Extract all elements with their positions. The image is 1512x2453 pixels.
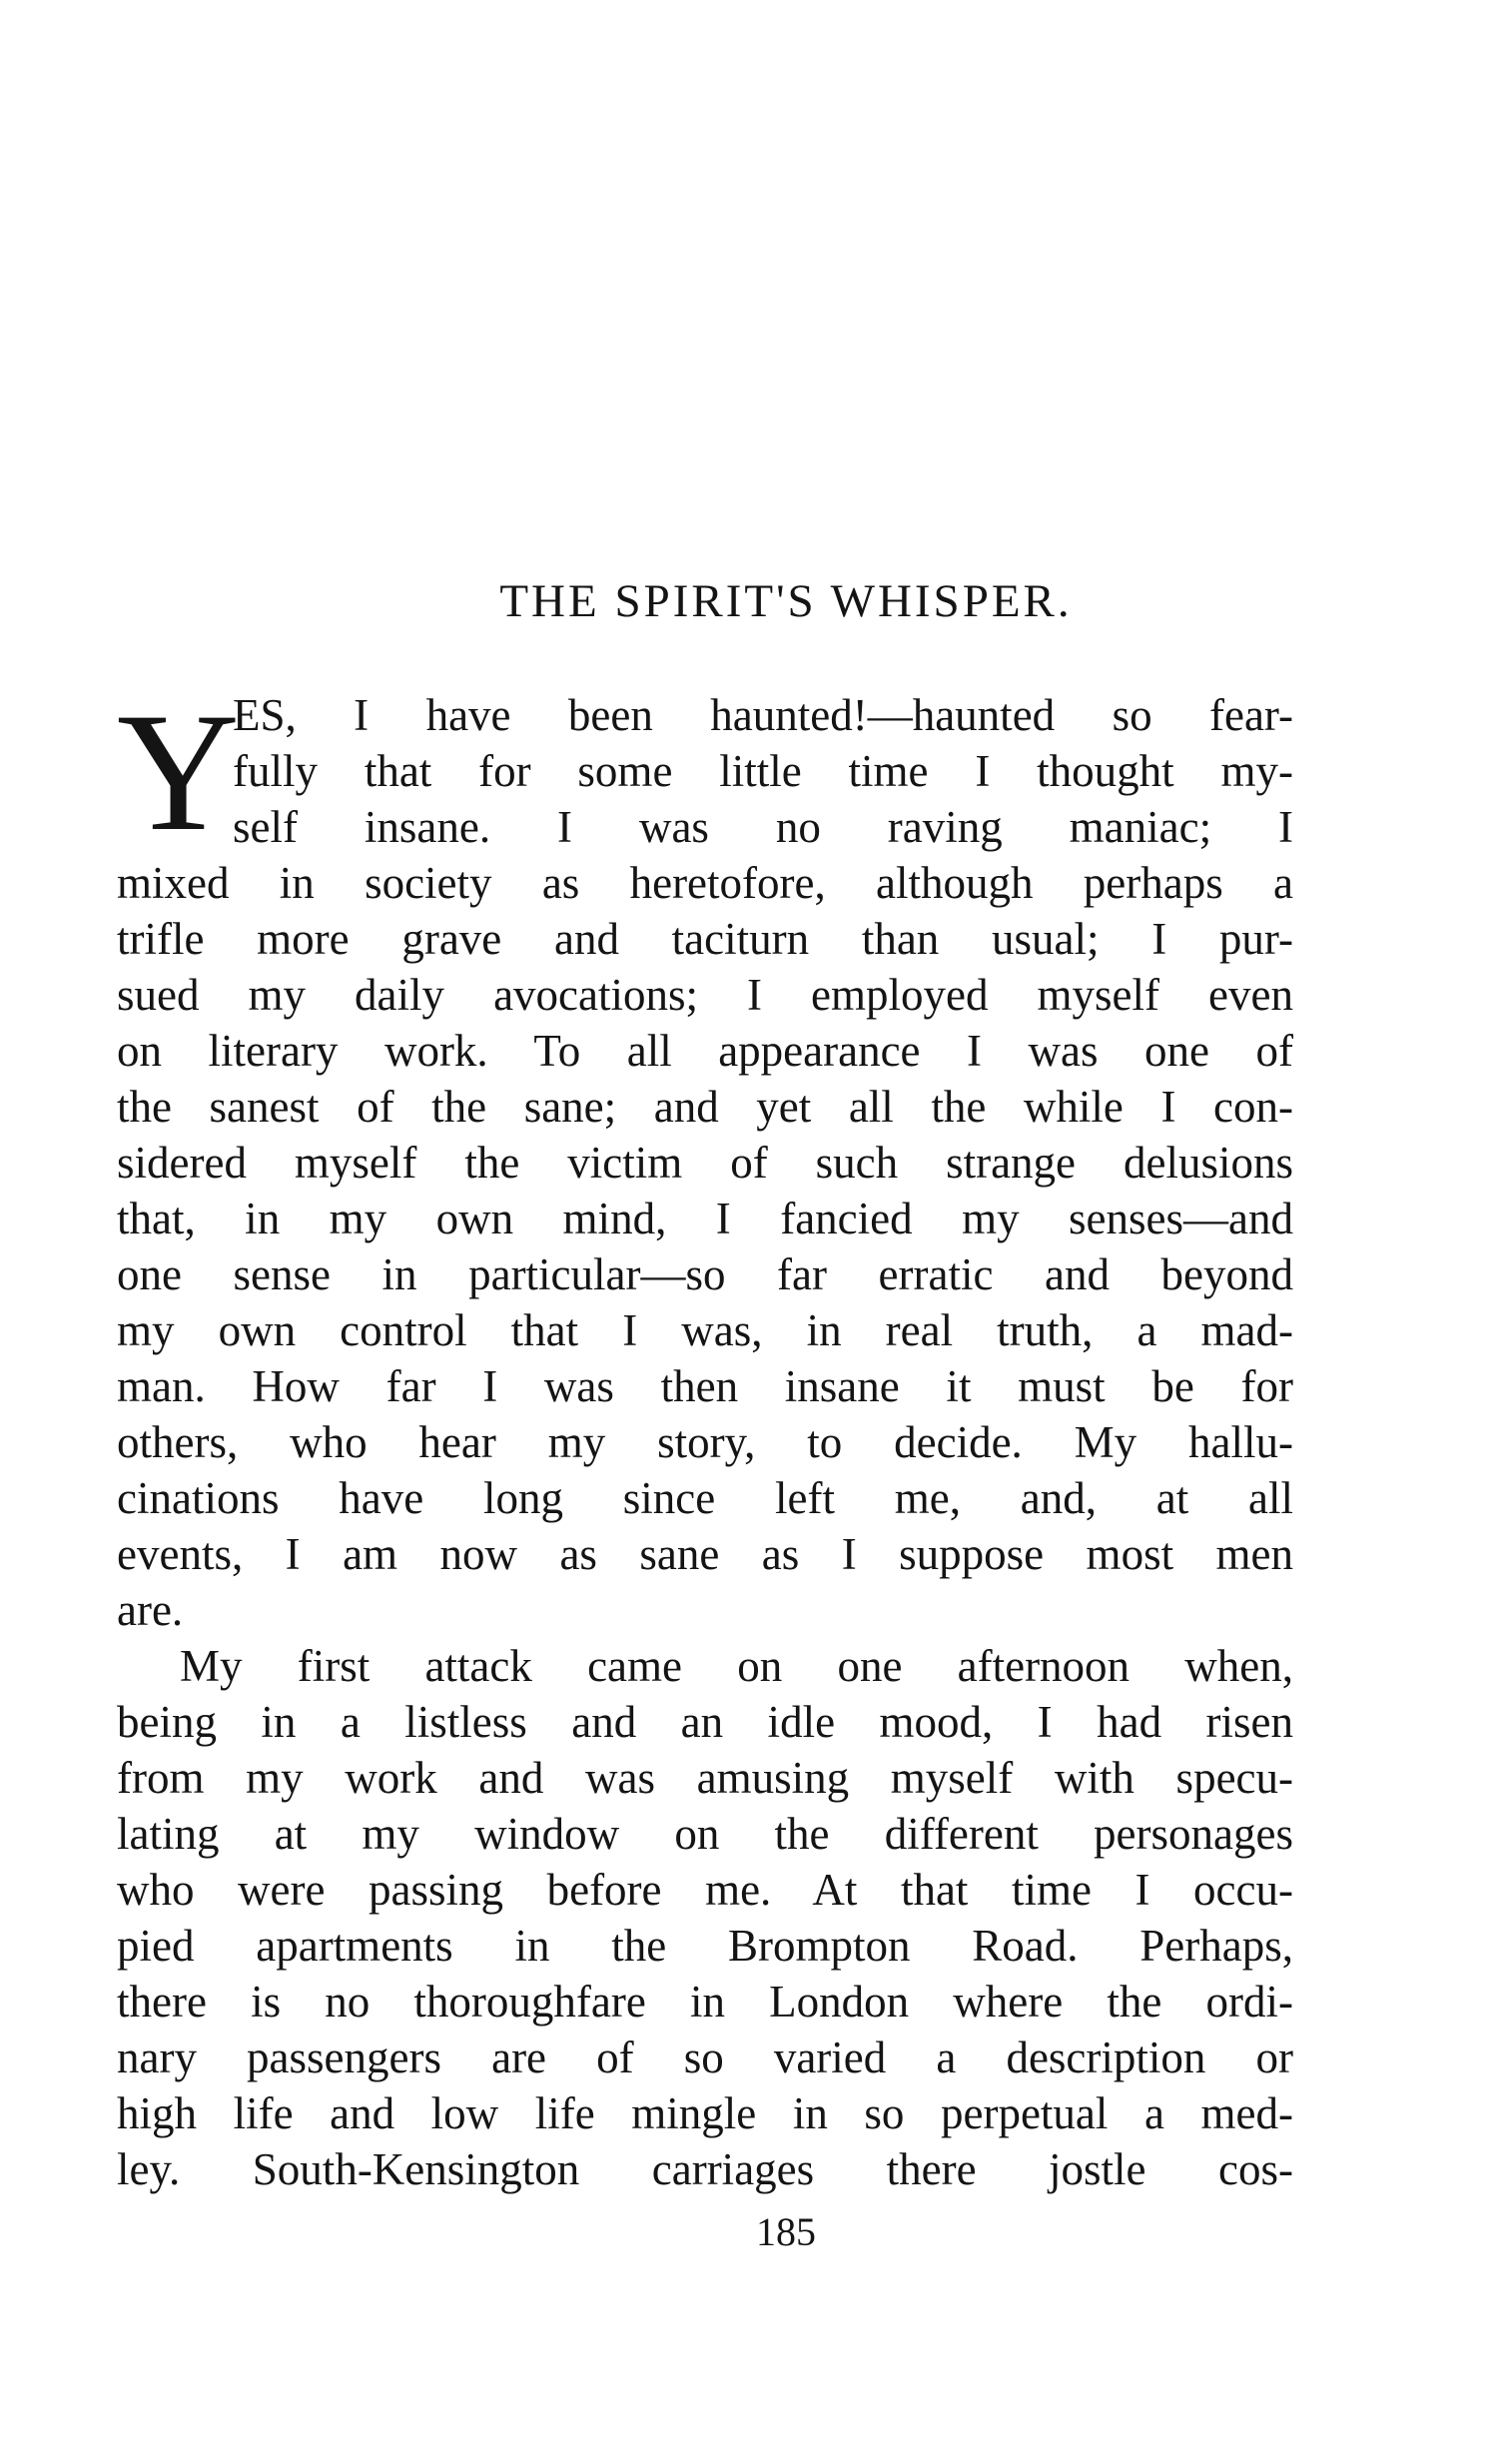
text-line: who were passing before me. At that time I occu-: [117, 1865, 1293, 1915]
text-line: pied apartments in the Brompton Road. Perhaps,: [117, 1921, 1293, 1971]
text-line: cinations have long since left me, and, at all: [117, 1473, 1293, 1523]
text-line: ES, I have been haunted!—haunted so fear-: [233, 690, 1293, 740]
chapter-title: THE SPIRIT'S WHISPER.: [499, 575, 1073, 627]
text-line: my own control that I was, in real truth, a mad-: [117, 1305, 1293, 1355]
text-line: sued my daily avocations; I employed myself even: [117, 970, 1293, 1020]
text-line: on literary work. To all appearance I was one of: [117, 1026, 1293, 1076]
text-line: being in a listless and an idle mood, I had risen: [117, 1697, 1293, 1747]
drop-cap: Y: [117, 678, 240, 866]
text-line: sidered myself the victim of such strange delusions: [117, 1138, 1293, 1188]
text-line: self insane. I was no raving maniac; I: [233, 802, 1293, 852]
text-line: nary passengers are of so varied a description or: [117, 2033, 1293, 2082]
text-line: that, in my own mind, I fancied my senses—and: [117, 1194, 1293, 1243]
text-line: mixed in society as heretofore, although perhaps a: [117, 858, 1293, 908]
text-line: from my work and was amusing myself with specu-: [117, 1753, 1293, 1803]
text-line: others, who hear my story, to decide. My hallu-: [117, 1417, 1293, 1467]
text-line: high life and low life mingle in so perpetual a med-: [117, 2088, 1293, 2138]
text-line: man. How far I was then insane it must be for: [117, 1361, 1293, 1411]
text-line: lating at my window on the different personages: [117, 1809, 1293, 1859]
text-line: ley. South-Kensington carriages there jostle cos-: [117, 2144, 1293, 2194]
text-line: one sense in particular—so far erratic and beyond: [117, 1249, 1293, 1299]
text-line: trifle more grave and taciturn than usual; I pur-: [117, 914, 1293, 964]
page-number: 185: [756, 2209, 816, 2254]
text-line: events, I am now as sane as I suppose most men: [117, 1529, 1293, 1579]
text-line: fully that for some little time I thought my-: [233, 746, 1293, 796]
text-line: are.: [117, 1585, 184, 1635]
text-line: there is no thoroughfare in London where the ordi-: [117, 1977, 1293, 2027]
text-line: My first attack came on one afternoon when,: [180, 1641, 1293, 1691]
text-line: the sanest of the sane; and yet all the while I con-: [117, 1082, 1293, 1132]
